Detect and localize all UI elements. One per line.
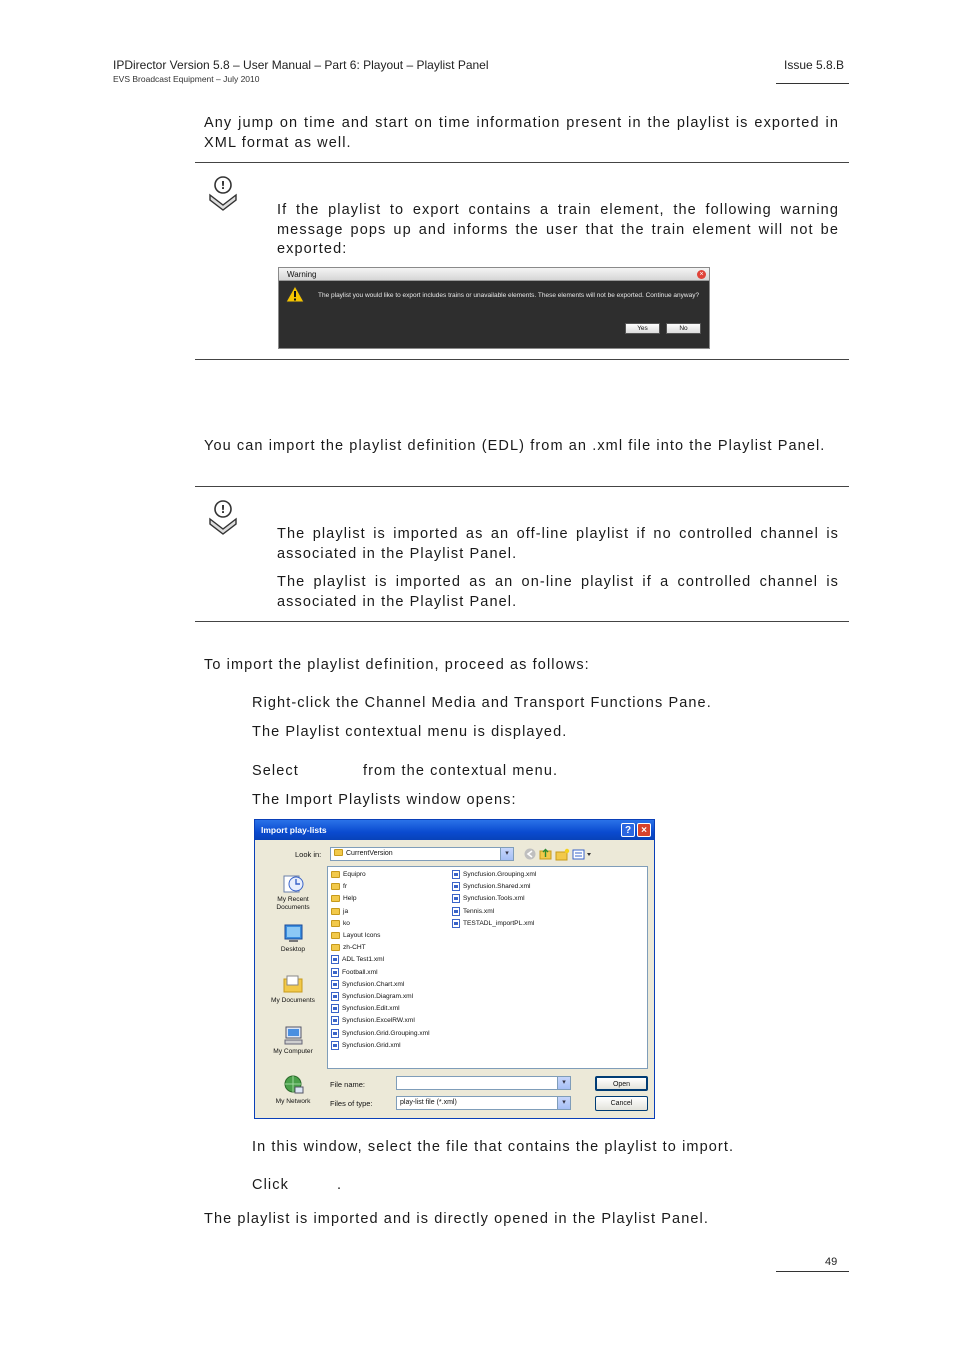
item-label: Syncfusion.Grouping.xml — [463, 871, 537, 878]
no-button[interactable]: No — [666, 323, 701, 334]
warning-message: The playlist you would like to export includes trains or unavailable elements. These elements will not be exported. Continue anyway? — [318, 292, 700, 299]
back-icon — [525, 849, 536, 860]
place-label: My Network — [275, 1098, 311, 1105]
paragraph-export: Any jump on time and start on time information present in the playlist is exported in XML format as well. — [204, 115, 839, 151]
note2-bottom-rule — [195, 621, 849, 622]
new-folder-icon — [556, 849, 569, 860]
chevron-down-icon: ▾ — [500, 848, 513, 860]
folder-icon — [334, 849, 343, 856]
header-issue: Issue 5.8.B — [784, 58, 845, 72]
view-menu-icon — [573, 850, 591, 859]
file-item[interactable] — [452, 918, 534, 929]
note1-text: If the playlist to export contains a train element, the following warning message pops up and informs the user that the train element will not be exported: — [277, 202, 839, 257]
step4-rest: . — [337, 1177, 343, 1193]
folder-item[interactable] — [331, 906, 348, 917]
svg-text:!: ! — [220, 503, 226, 516]
file-name-input[interactable] — [396, 1076, 571, 1090]
warning-icon — [285, 285, 305, 303]
warning-dialog-title: Warning — [279, 268, 709, 281]
xml-file-icon — [452, 894, 460, 903]
file-item[interactable] — [452, 906, 494, 917]
note-icon — [206, 499, 240, 539]
chevron-down-icon: ▾ — [557, 1077, 570, 1089]
item-label: Syncfusion.Edit.xml — [342, 1005, 400, 1013]
step2-result: The Import Playlists window opens: — [252, 792, 517, 808]
note2-text-offline: The playlist is imported as an off-line playlist if no controlled channel is associated in the Playlist Panel. — [277, 526, 839, 562]
place-desktop[interactable] — [263, 922, 323, 954]
file-item[interactable] — [331, 1015, 415, 1026]
xml-file-icon — [331, 1041, 339, 1050]
folder-icon — [331, 944, 340, 951]
xml-file-icon — [331, 1029, 339, 1038]
step2-rest: from the contextual menu. — [363, 763, 559, 779]
chevron-down-icon: ▾ — [557, 1097, 570, 1109]
help-icon[interactable]: ? — [621, 823, 635, 837]
file-item[interactable] — [331, 1003, 400, 1014]
xml-file-icon — [331, 955, 339, 964]
item-label: ko — [343, 919, 350, 927]
procedure-intro: To import the playlist definition, proceed as follows: — [204, 657, 590, 673]
folder-item[interactable] — [331, 881, 347, 892]
item-label: Help — [343, 895, 357, 903]
xml-file-icon — [331, 1004, 339, 1013]
xml-file-icon — [331, 980, 339, 989]
item-label: TESTADL_importPL.xml — [463, 919, 535, 927]
svg-text:!: ! — [220, 179, 226, 192]
header-divider — [776, 83, 849, 84]
close-icon[interactable]: × — [637, 823, 651, 837]
step1-result: The Playlist contextual menu is displayed. — [252, 724, 568, 740]
folder-icon — [331, 895, 340, 902]
warning-dialog — [278, 267, 710, 349]
item-label: Equipro — [343, 871, 366, 878]
item-label: Syncfusion.Grid.xml — [342, 1041, 401, 1049]
file-list[interactable] — [327, 866, 648, 1069]
folder-icon — [331, 908, 340, 915]
folder-icon — [331, 871, 340, 878]
file-item[interactable] — [331, 954, 384, 965]
note-icon — [206, 175, 240, 215]
note2-text-online: The playlist is imported as an on-line playlist if a controlled channel is associated in the Playlist Panel. — [277, 574, 839, 610]
files-of-type-select[interactable] — [396, 1096, 571, 1110]
file-item[interactable] — [331, 1028, 430, 1039]
footer-divider — [776, 1271, 849, 1272]
item-label: Syncfusion.ExcelRW.xml — [342, 1017, 415, 1025]
header-subtitle: EVS Broadcast Equipment – July 2010 — [113, 74, 260, 84]
recent-documents-icon — [281, 872, 305, 894]
place-my-documents[interactable] — [263, 973, 323, 1005]
xml-file-icon — [331, 968, 339, 977]
folder-icon — [331, 920, 340, 927]
place-my-network[interactable] — [263, 1074, 323, 1106]
xml-file-icon — [331, 992, 339, 1001]
toolbar-icons[interactable] — [523, 847, 595, 861]
place-my-recent-documents[interactable] — [263, 872, 323, 912]
step1: Right-click the Channel Media and Transport Functions Pane. — [252, 695, 712, 711]
item-label: Syncfusion.Shared.xml — [463, 883, 531, 891]
item-label: ADL Test1.xml — [342, 956, 385, 964]
close-icon[interactable]: × — [697, 270, 706, 279]
folder-item[interactable] — [331, 930, 380, 941]
item-label: Syncfusion.Chart.xml — [342, 980, 405, 988]
header-title: IPDirector Version 5.8 – User Manual – Part 6: Playout – Playlist Panel — [113, 58, 489, 72]
item-label: ja — [343, 907, 349, 915]
place-my-computer[interactable] — [263, 1024, 323, 1056]
item-label: Syncfusion.Diagram.xml — [342, 993, 414, 1000]
item-label: Syncfusion.Tools.xml — [463, 895, 525, 903]
item-label: Syncfusion.Grid.Grouping.xml — [342, 1029, 430, 1037]
file-item[interactable] — [452, 893, 525, 904]
file-item[interactable] — [452, 881, 530, 892]
xml-file-icon — [452, 907, 460, 916]
file-item[interactable] — [452, 869, 536, 880]
import-dialog-title: Import play-lists — [255, 820, 654, 840]
files-of-type-value: play-list file (*.xml) — [400, 1099, 457, 1106]
item-label: Football.xml — [342, 968, 378, 976]
note1-top-rule — [195, 162, 849, 163]
yes-button[interactable]: Yes — [625, 323, 660, 334]
my-network-icon — [281, 1074, 305, 1096]
folder-item[interactable] — [331, 942, 366, 953]
folder-icon — [331, 883, 340, 890]
xml-file-icon — [331, 1016, 339, 1025]
look-in-value: CurrentVersion — [346, 850, 393, 857]
xml-file-icon — [452, 870, 460, 879]
paragraph-import: You can import the playlist definition (EDL) from an .xml file into the Playlist Panel. — [204, 438, 826, 454]
note1-bottom-rule — [195, 359, 849, 360]
note2-top-rule — [195, 486, 849, 487]
xml-file-icon — [452, 882, 460, 891]
desktop-icon — [281, 922, 305, 944]
xml-file-icon — [452, 919, 460, 928]
place-label: My Computer — [273, 1048, 313, 1055]
folder-item[interactable] — [331, 893, 357, 904]
place-label: My Recent Documents — [276, 896, 310, 911]
folder-item[interactable] — [331, 869, 366, 880]
open-button[interactable]: Open — [595, 1076, 648, 1091]
file-item[interactable] — [331, 1040, 401, 1051]
import-dialog — [254, 819, 655, 1119]
up-folder-icon — [540, 850, 551, 860]
step3: In this window, select the file that contains the playlist to import. — [252, 1139, 735, 1155]
page-number: 49 — [825, 1256, 838, 1268]
look-in-label: Look in: — [295, 850, 322, 859]
files-of-type-label: Files of type: — [330, 1099, 373, 1108]
final-result: The playlist is imported and is directly opened in the Playlist Panel. — [204, 1211, 709, 1227]
item-label: zh-CHT — [343, 944, 366, 952]
file-item[interactable] — [331, 967, 378, 978]
file-item[interactable] — [331, 991, 413, 1002]
folder-icon — [331, 932, 340, 939]
look-in-combo[interactable] — [330, 847, 514, 861]
step2-select: Select — [252, 763, 299, 779]
item-label: Tennis.xml — [463, 907, 495, 915]
place-label: Desktop — [280, 946, 306, 953]
place-label: My Documents — [271, 997, 315, 1004]
item-label: Layout Icons — [343, 932, 381, 939]
item-label: fr — [343, 883, 348, 891]
file-name-label: File name: — [330, 1080, 366, 1089]
my-documents-icon — [281, 973, 305, 995]
my-computer-icon — [281, 1024, 305, 1046]
folder-item[interactable] — [331, 918, 350, 929]
cancel-button[interactable]: Cancel — [595, 1096, 648, 1111]
file-item[interactable] — [331, 979, 404, 990]
step4-click: Click — [252, 1177, 289, 1193]
